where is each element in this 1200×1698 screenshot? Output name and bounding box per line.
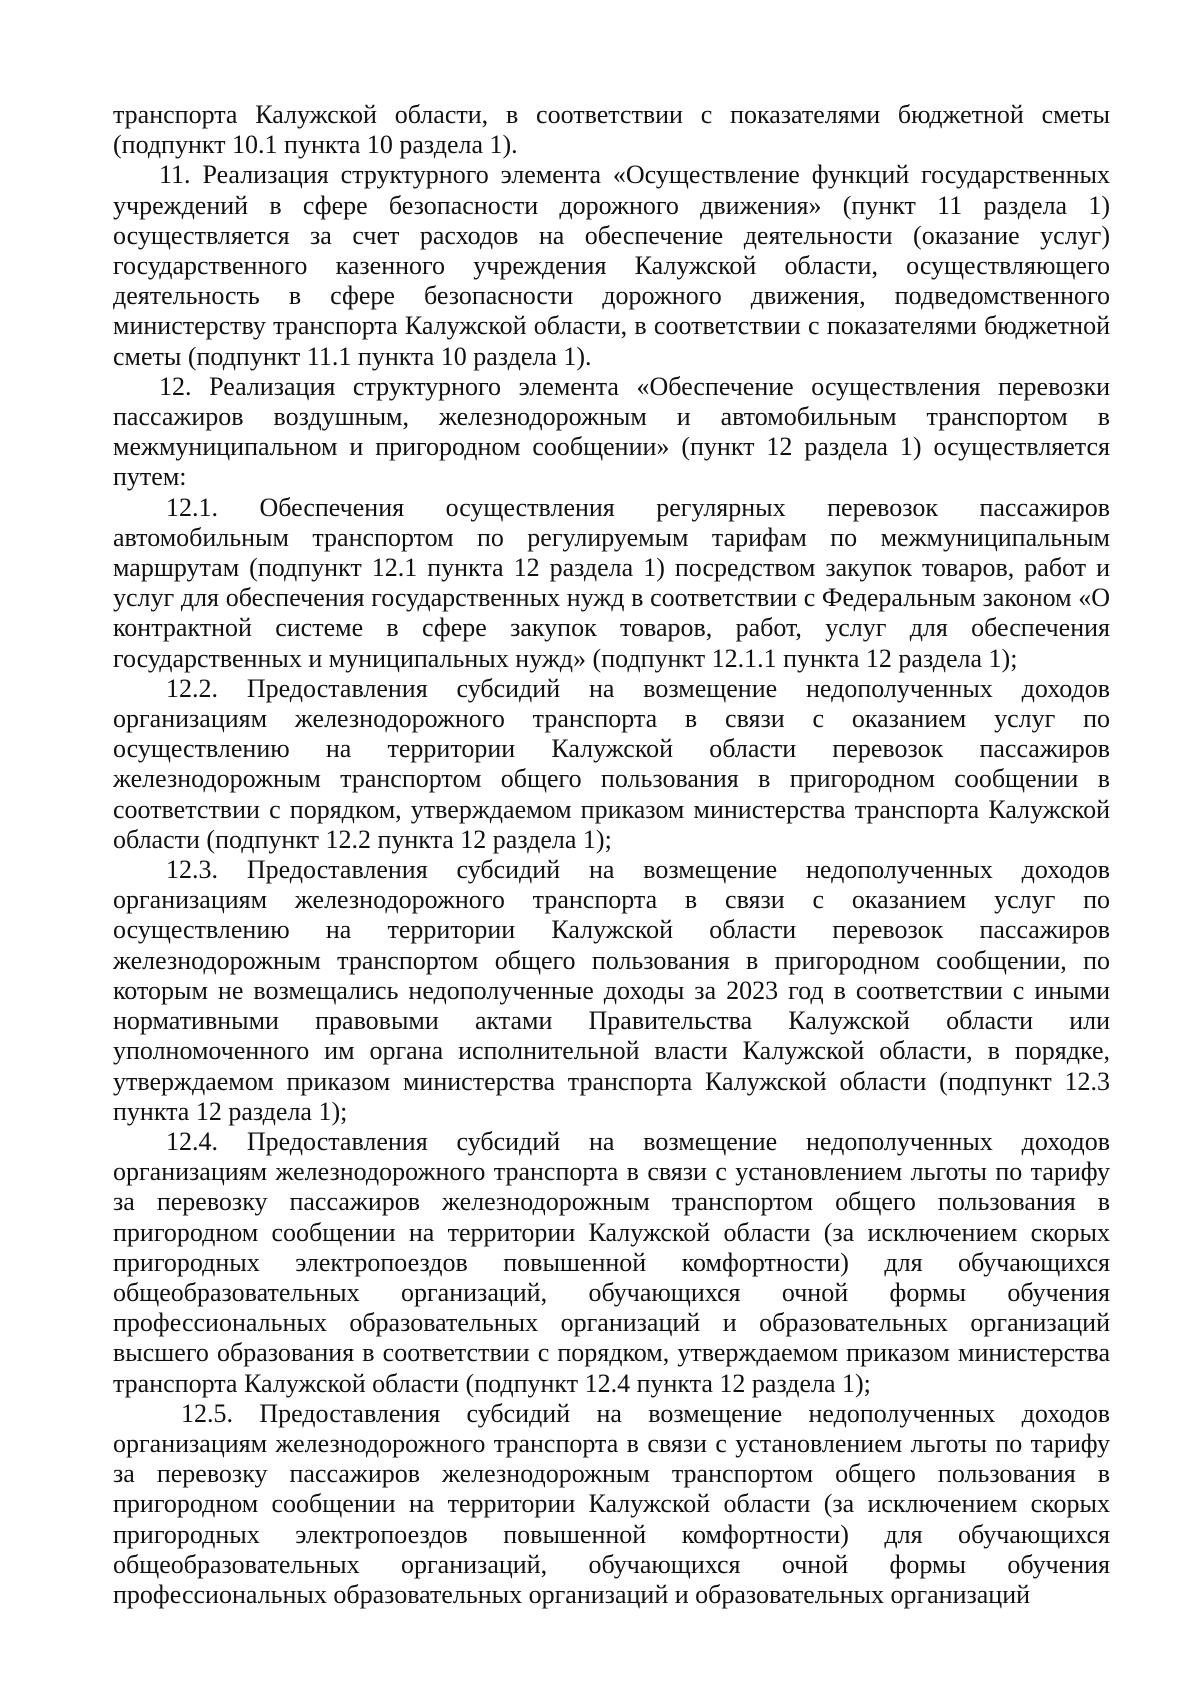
paragraph-item-12-5: 12.5. Предоставления субсидий на возмещение недополученных доходов организациям железнодорожного транспорта в связи с установлением льготы по тарифу за перевозку пассажиров железнодорожным транспортом общего пользования в пригородном сообщении на территории Калужской области (за исключением скорых пригородных электропоездов повышенной комфортности) для обучающихся общеобразовательных организаций, обучающихся очной формы обучения профессиональных образовательных организаций и образовательных организаций <box>113 1398 1110 1609</box>
paragraph-item-11: 11. Реализация структурного элемента «Осуществление функций государственных учреждений в сфере безопасности дорожного движения» (пункт 11 раздела 1) осуществляется за счет расходов на обеспечение деятельности (оказание услуг) государственного казенного учреждения Калужской области, осуществляющего деятельность в сфере безопасности дорожного движения, подведомственного министерству транспорта Калужской области, в соответствии с показателями бюджетной сметы (подпункт 11.1 пункта 10 раздела 1). <box>113 160 1110 371</box>
paragraph-item-12-4: 12.4. Предоставления субсидий на возмещение недополученных доходов организациям железнодорожного транспорта в связи с установлением льготы по тарифу за перевозку пассажиров железнодорожным транспортом общего пользования в пригородном сообщении на территории Калужской области (за исключением скорых пригородных электропоездов повышенной комфортности) для обучающихся общеобразовательных организаций, обучающихся очной формы обучения профессиональных образовательных организаций и образовательных организаций высшего образования в соответствии с порядком, утверждаемом приказом министерства транспорта Калужской области (подпункт 12.4 пункта 12 раздела 1); <box>113 1126 1110 1398</box>
paragraph-item-12: 12. Реализация структурного элемента «Обеспечение осуществления перевозки пассажиров воздушным, железнодорожным и автомобильным транспортом в межмуниципальном и пригородном сообщении» (пункт 12 раздела 1) осуществляется путем: <box>113 371 1110 492</box>
paragraph-continuation: транспорта Калужской области, в соответствии с показателями бюджетной сметы (подпункт 10.1 пункта 10 раздела 1). <box>113 100 1110 160</box>
paragraph-item-12-2: 12.2. Предоставления субсидий на возмещение недополученных доходов организациям железнодорожного транспорта в связи с оказанием услуг по осуществлению на территории Калужской области перевозок пассажиров железнодорожным транспортом общего пользования в пригородном сообщении в соответствии с порядком, утверждаемом приказом министерства транспорта Калужской области (подпункт 12.2 пункта 12 раздела 1); <box>113 673 1110 854</box>
document-page <box>113 100 1110 1610</box>
paragraph-item-12-1: 12.1. Обеспечения осуществления регулярных перевозок пассажиров автомобильным транспортом по регулируемым тарифам по межмуниципальным маршрутам (подпункт 12.1 пункта 12 раздела 1) посредством закупок товаров, работ и услуг для обеспечения государственных нужд в соответствии с Федеральным законом «О контрактной системе в сфере закупок товаров, работ, услуг для обеспечения государственных и муниципальных нужд» (подпункт 12.1.1 пункта 12 раздела 1); <box>113 492 1110 673</box>
paragraph-item-12-3: 12.3. Предоставления субсидий на возмещение недополученных доходов организациям железнодорожного транспорта в связи с оказанием услуг по осуществлению на территории Калужской области перевозок пассажиров железнодорожным транспортом общего пользования в пригородном сообщении, по которым не возмещались недополученные доходы за 2023 год в соответствии с иными нормативными правовыми актами Правительства Калужской области или уполномоченного им органа исполнительной власти Калужской области, в порядке, утверждаемом приказом министерства транспорта Калужской области (подпункт 12.3 пункта 12 раздела 1); <box>113 855 1110 1126</box>
